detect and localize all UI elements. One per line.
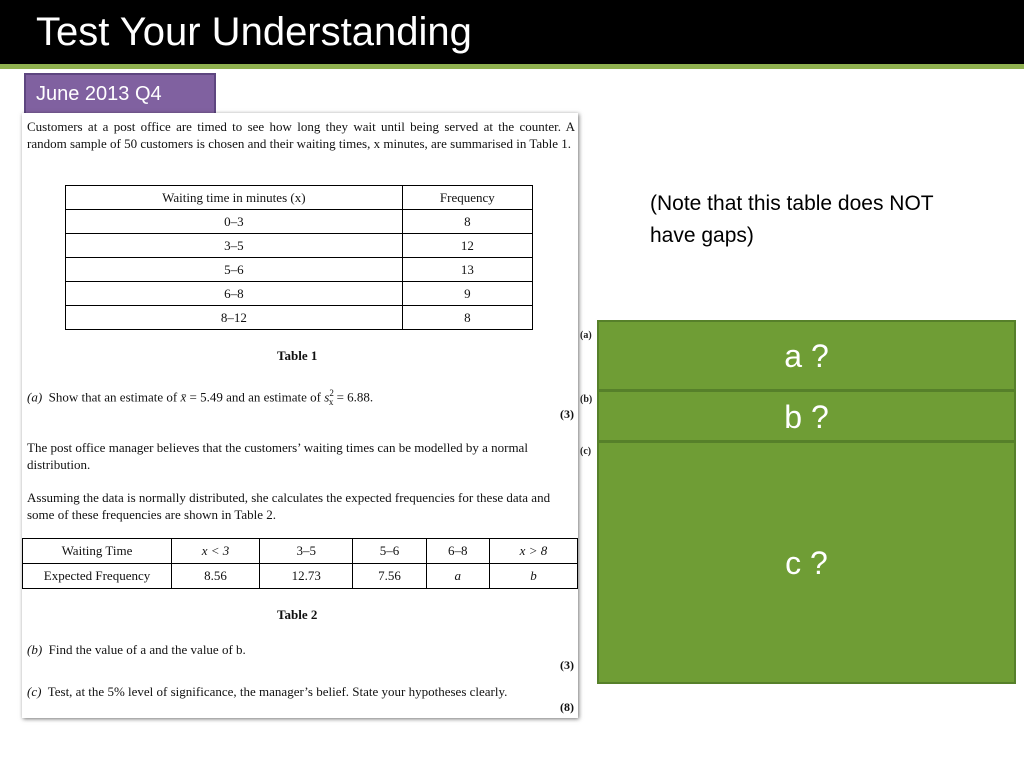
part-a-label: (a) bbox=[27, 389, 43, 405]
table-cell: 3–5 bbox=[66, 234, 403, 258]
side-label-c: (c) bbox=[580, 446, 592, 457]
table-cell: 8–12 bbox=[66, 306, 403, 330]
part-c-label: (c) bbox=[27, 684, 42, 699]
table-cell: 7.56 bbox=[353, 564, 426, 589]
side-label-a: (a) bbox=[580, 330, 592, 341]
table-1-caption: Table 1 bbox=[277, 348, 318, 363]
table-cell: 12.73 bbox=[260, 564, 353, 589]
table-cell: 6–8 bbox=[66, 282, 403, 306]
part-a-question bbox=[27, 385, 373, 411]
equation-part: = 6.88. bbox=[333, 389, 374, 405]
table-row bbox=[23, 539, 578, 564]
table-row bbox=[66, 258, 533, 282]
table-cell: 8 bbox=[402, 306, 532, 330]
table-cell: 8 bbox=[402, 210, 532, 234]
slide-title: Test Your Understanding bbox=[36, 10, 472, 54]
table-row bbox=[66, 210, 533, 234]
table-note: (Note that this table does NOT have gaps) bbox=[650, 192, 934, 247]
exam-question-image bbox=[22, 113, 578, 718]
part-b-label: (b) bbox=[27, 642, 43, 657]
table-cell: Expected Frequency bbox=[23, 564, 172, 589]
table-cell: x < 3 bbox=[172, 539, 260, 564]
table-cell: b bbox=[489, 564, 577, 589]
table-header-cell: Frequency bbox=[402, 186, 532, 210]
table-row bbox=[23, 564, 578, 589]
part-c-question bbox=[27, 683, 507, 700]
s-symbol: s bbox=[324, 389, 330, 405]
table-2-caption: Table 2 bbox=[277, 607, 318, 622]
part-a-marks: (3) bbox=[560, 407, 574, 421]
part-b-marks: (3) bbox=[560, 658, 574, 672]
table-2 bbox=[22, 538, 578, 589]
subscript: x bbox=[328, 396, 334, 407]
title-divider bbox=[0, 64, 1024, 69]
question-intro: Customers at a post office are timed to see how long they wait until being served at the counter. A random sample of 50 customers is chosen and their waiting times, x minutes, are summarised in Table 1. bbox=[27, 119, 575, 151]
x-bar-symbol: x̄ bbox=[180, 389, 187, 405]
title-bar bbox=[0, 0, 1024, 64]
table-cell: 5–6 bbox=[66, 258, 403, 282]
part-b-question bbox=[27, 641, 246, 658]
side-label-b: (b) bbox=[580, 394, 593, 405]
paragraph-expected: Assuming the data is normally distributed, she calculates the expected frequencies for these data and some of these frequencies are shown in Table 2. bbox=[27, 490, 551, 522]
answer-b-box[interactable]: b ? bbox=[597, 390, 1016, 442]
part-b-text: Find the value of a and the value of b. bbox=[48, 642, 246, 657]
table-row bbox=[66, 234, 533, 258]
table-cell: 3–5 bbox=[260, 539, 353, 564]
table-cell: 9 bbox=[402, 282, 532, 306]
table-cell: 8.56 bbox=[172, 564, 260, 589]
superscript: 2 bbox=[329, 388, 334, 398]
table-cell: 12 bbox=[402, 234, 532, 258]
table-cell: a bbox=[426, 564, 489, 589]
part-c-text: Test, at the 5% level of significance, the manager’s belief. State your hypotheses clearly. bbox=[47, 684, 508, 699]
part-c-marks: (8) bbox=[560, 700, 574, 714]
answer-c-box[interactable]: c ? bbox=[597, 441, 1016, 684]
table-header-cell: Waiting time in minutes (x) bbox=[66, 186, 403, 210]
part-a-text: Show that an estimate of bbox=[48, 389, 178, 405]
paragraph-model: The post office manager believes that the customers’ waiting times can be modelled by a normal distribution. bbox=[27, 440, 528, 472]
table-1 bbox=[65, 185, 533, 330]
equation-part: = 5.49 and an estimate of bbox=[186, 389, 325, 405]
table-cell: 5–6 bbox=[353, 539, 426, 564]
table-cell: 13 bbox=[402, 258, 532, 282]
table-header-row bbox=[66, 186, 533, 210]
table-cell: 6–8 bbox=[426, 539, 489, 564]
table-cell: Waiting Time bbox=[23, 539, 172, 564]
table-cell: 0–3 bbox=[66, 210, 403, 234]
answer-a-box[interactable]: a ? bbox=[597, 320, 1016, 391]
table-row bbox=[66, 306, 533, 330]
source-badge: June 2013 Q4 bbox=[24, 73, 216, 115]
table-row bbox=[66, 282, 533, 306]
table-cell: x > 8 bbox=[489, 539, 577, 564]
